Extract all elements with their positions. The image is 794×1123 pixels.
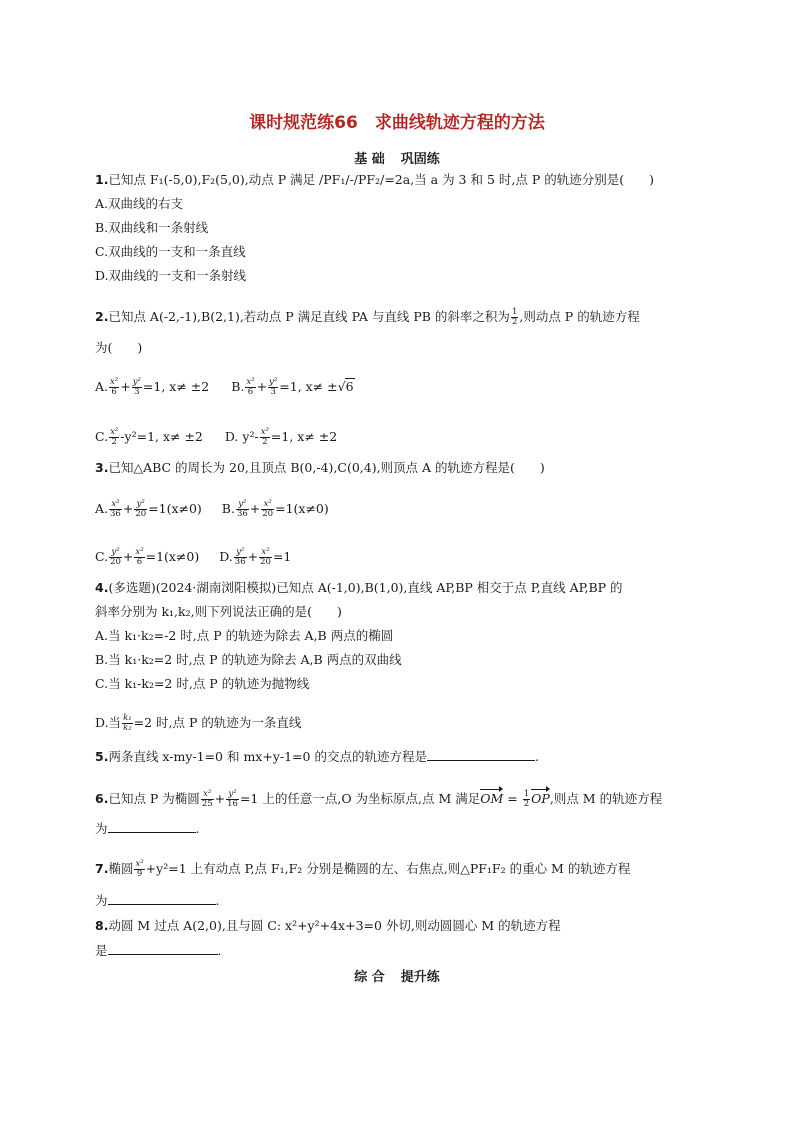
question-4-option-c: C.当 k₁-k₂=2 时,点 P 的轨迹为抛物线	[95, 676, 310, 691]
denominator: 20	[110, 557, 121, 567]
fraction	[234, 548, 247, 567]
question-8-stem	[95, 918, 715, 934]
option-label: C.	[95, 429, 109, 444]
denominator: 6	[111, 387, 117, 397]
option-label: B.	[221, 501, 235, 516]
answer-blank[interactable]	[427, 748, 535, 761]
numerator: y²	[226, 790, 239, 800]
plus-sign: +	[120, 379, 131, 394]
denominator: 36	[236, 509, 248, 519]
question-5-stem	[95, 748, 715, 765]
fraction	[259, 548, 272, 567]
numerator: x²	[259, 548, 272, 558]
fraction	[134, 548, 144, 567]
question-number: 1.	[95, 172, 109, 187]
denominator: 36	[234, 557, 246, 567]
fraction	[523, 790, 530, 809]
numerator: x²	[109, 500, 122, 510]
numerator: x²	[110, 377, 119, 387]
question-7-stem	[95, 860, 715, 879]
plus-sign: +	[214, 791, 226, 806]
plus-sign: +	[247, 549, 259, 564]
question-2-options-ab	[95, 378, 715, 397]
option-text: =1(x≠0)	[145, 549, 200, 564]
question-6-stem	[95, 788, 715, 809]
denominator: 20	[135, 509, 147, 519]
question-text: 为	[95, 893, 108, 908]
question-1-option-a: A.双曲线的右支	[95, 196, 184, 211]
numerator: x²	[110, 427, 119, 437]
denominator: 20	[260, 557, 271, 567]
question-text: 动圆 M 过点 A(2,0),且与圆 C: x²+y²+4x+3=0 外切,则动圆圆心 M 的轨迹方程	[108, 918, 561, 933]
denominator: 6	[136, 557, 143, 567]
option-label: D.	[219, 549, 233, 564]
denominator: 2	[523, 799, 530, 809]
fraction	[122, 714, 133, 733]
numerator: 1	[523, 789, 530, 799]
section-heading-part: 巩固练	[400, 152, 440, 167]
question-number: 7.	[95, 861, 109, 876]
fraction	[201, 790, 214, 809]
denominator: 16	[227, 799, 238, 809]
fraction	[245, 378, 255, 397]
fraction	[236, 500, 249, 519]
question-1-stem	[95, 172, 715, 188]
numerator: x²	[135, 859, 144, 869]
question-text: 椭圆	[108, 861, 134, 876]
question-1-option-c: C.双曲线的一支和一条直线	[95, 244, 246, 259]
numerator: y²	[134, 500, 147, 510]
question-text: (多选题)(2024·湖南浏阳模拟)已知点 A(-1,0),B(1,0),直线 AP,BP 相交于点 P,直线 AP,BP 的	[108, 580, 623, 595]
option-text: =1(x≠0)	[148, 501, 202, 516]
plus-sign: +	[122, 549, 134, 564]
fraction	[260, 428, 270, 447]
question-6-stem-continued	[95, 820, 715, 837]
punctuation: .	[215, 893, 220, 908]
question-7-stem-continued	[95, 892, 715, 909]
question-text: 为	[95, 821, 108, 836]
numerator: x²	[261, 500, 274, 510]
option-text: =1, x≠ ±	[279, 379, 338, 394]
question-8-stem-continued	[95, 942, 715, 959]
fraction	[109, 500, 122, 519]
numerator: k₁	[123, 713, 132, 723]
numerator: x²	[135, 547, 144, 557]
question-4-option-b: B.当 k₁·k₂=2 时,点 P 的轨迹为除去 A,B 两点的双曲线	[95, 652, 402, 667]
question-4-option-a: A.当 k₁·k₂=-2 时,点 P 的轨迹为除去 A,B 两点的椭圆	[95, 628, 394, 643]
denominator: 3	[134, 387, 140, 397]
fraction	[109, 378, 119, 397]
question-3-stem	[95, 460, 715, 476]
fraction	[226, 790, 239, 809]
question-text: 已知点 P 为椭圆	[108, 791, 200, 806]
fraction	[134, 500, 147, 519]
option-label: D.当	[95, 715, 122, 730]
question-text: +y²=1 上有动点 P,点 F₁,F₂ 分别是椭圆的左、右焦点,则△PF₁F₂ 的重心 M 的轨迹方程	[145, 861, 631, 876]
question-text: 已知△ABC 的周长为 20,且顶点 B(0,-4),C(0,4),则顶点 A 的轨迹方程是( )	[108, 460, 545, 475]
vector-om: OM	[480, 788, 503, 807]
question-number: 5.	[95, 749, 109, 764]
question-number: 6.	[95, 791, 109, 806]
question-2-stem	[95, 308, 715, 327]
option-label: A.	[95, 379, 109, 394]
option-label: C.	[95, 549, 109, 564]
section-heading-advanced	[0, 966, 794, 985]
question-text: ,则点 M 的轨迹方程	[549, 791, 663, 806]
numerator: y²	[234, 548, 247, 558]
denominator: 25	[201, 799, 213, 809]
denominator: 2	[111, 437, 117, 447]
answer-blank[interactable]	[108, 942, 218, 955]
numerator: y²	[109, 548, 122, 558]
fraction	[511, 308, 518, 327]
plus-sign: +	[122, 501, 134, 516]
plus-sign: +	[249, 501, 261, 516]
question-2-stem-continued: 为( )	[95, 340, 143, 355]
section-heading-basic	[0, 148, 794, 167]
numerator: 1	[511, 307, 518, 317]
question-3-options-ab	[95, 500, 715, 519]
answer-blank[interactable]	[108, 892, 216, 905]
question-1-option-b: B.双曲线和一条射线	[95, 220, 209, 235]
question-number: 3.	[95, 460, 109, 475]
fraction	[261, 500, 274, 519]
numerator: x²	[260, 427, 269, 437]
punctuation: .	[217, 943, 222, 958]
denominator: 20	[262, 509, 274, 519]
question-text: 已知点 F₁(-5,0),F₂(5,0),动点 P 满足 /PF₁/-/PF₂/=2a,当 a 为 3 和 5 时,点 P 的轨迹分别是( )	[108, 172, 654, 187]
question-text: ,则动点 P 的轨迹方程	[519, 309, 640, 324]
numerator: y²	[269, 377, 278, 387]
option-text: =1, x≠ ±2	[142, 379, 210, 394]
fraction	[268, 378, 278, 397]
section-heading-part: 综 合	[354, 970, 385, 985]
question-text: 两条直线 x-my-1=0 和 mx+y-1=0 的交点的轨迹方程是	[108, 749, 427, 764]
fraction	[109, 428, 119, 447]
denominator: 9	[136, 869, 143, 879]
fraction	[132, 378, 142, 397]
option-label: D. y²-	[224, 429, 259, 444]
option-text: =2 时,点 P 的轨迹为一条直线	[133, 715, 302, 730]
question-text: 是	[95, 943, 108, 958]
section-heading-part: 基 础	[354, 152, 385, 167]
denominator: k₂	[123, 723, 132, 733]
denominator: 2	[511, 317, 518, 327]
punctuation: .	[195, 821, 200, 836]
numerator: y²	[132, 377, 141, 387]
option-text: =1	[272, 549, 292, 564]
answer-blank[interactable]	[108, 820, 196, 833]
section-heading-part: 提升练	[400, 970, 440, 985]
option-text: =1, x≠ ±2	[270, 429, 338, 444]
question-2-options-cd	[95, 428, 715, 447]
radical-sign: √	[337, 379, 346, 394]
denominator: 36	[110, 509, 121, 519]
denominator: 3	[270, 387, 276, 397]
punctuation: .	[534, 749, 539, 764]
option-text: -y²=1, x≠ ±2	[120, 429, 203, 444]
option-text: =1(x≠0)	[275, 501, 329, 516]
radicand: 6	[345, 379, 354, 394]
fraction	[109, 548, 122, 567]
equals-sign: =	[503, 791, 522, 806]
question-number: 4.	[95, 580, 109, 595]
question-4-stem	[95, 580, 715, 596]
page-title: 课时规范练66 求曲线轨迹方程的方法	[249, 113, 545, 133]
vector-op: OP	[531, 788, 550, 807]
numerator: x²	[246, 377, 255, 387]
option-label: A.	[95, 501, 109, 516]
option-label: B.	[231, 379, 245, 394]
question-4-option-d	[95, 714, 715, 733]
fraction	[134, 860, 144, 879]
question-text: =1 上的任意一点,O 为坐标原点,点 M 满足	[239, 791, 481, 806]
plus-sign: +	[256, 379, 268, 394]
numerator: x²	[201, 790, 214, 800]
question-text: 已知点 A(-2,-1),B(2,1),若动点 P 满足直线 PA 与直线 PB 的斜率之积为	[108, 309, 510, 324]
question-number: 8.	[95, 918, 109, 933]
denominator: 6	[247, 387, 254, 397]
question-number: 2.	[95, 309, 109, 324]
question-3-options-cd	[95, 548, 715, 567]
question-4-stem-continued: 斜率分别为 k₁,k₂,则下列说法正确的是( )	[95, 604, 342, 619]
denominator: 2	[262, 437, 268, 447]
numerator: y²	[236, 500, 249, 510]
question-1-option-d: D.双曲线的一支和一条射线	[95, 268, 247, 283]
